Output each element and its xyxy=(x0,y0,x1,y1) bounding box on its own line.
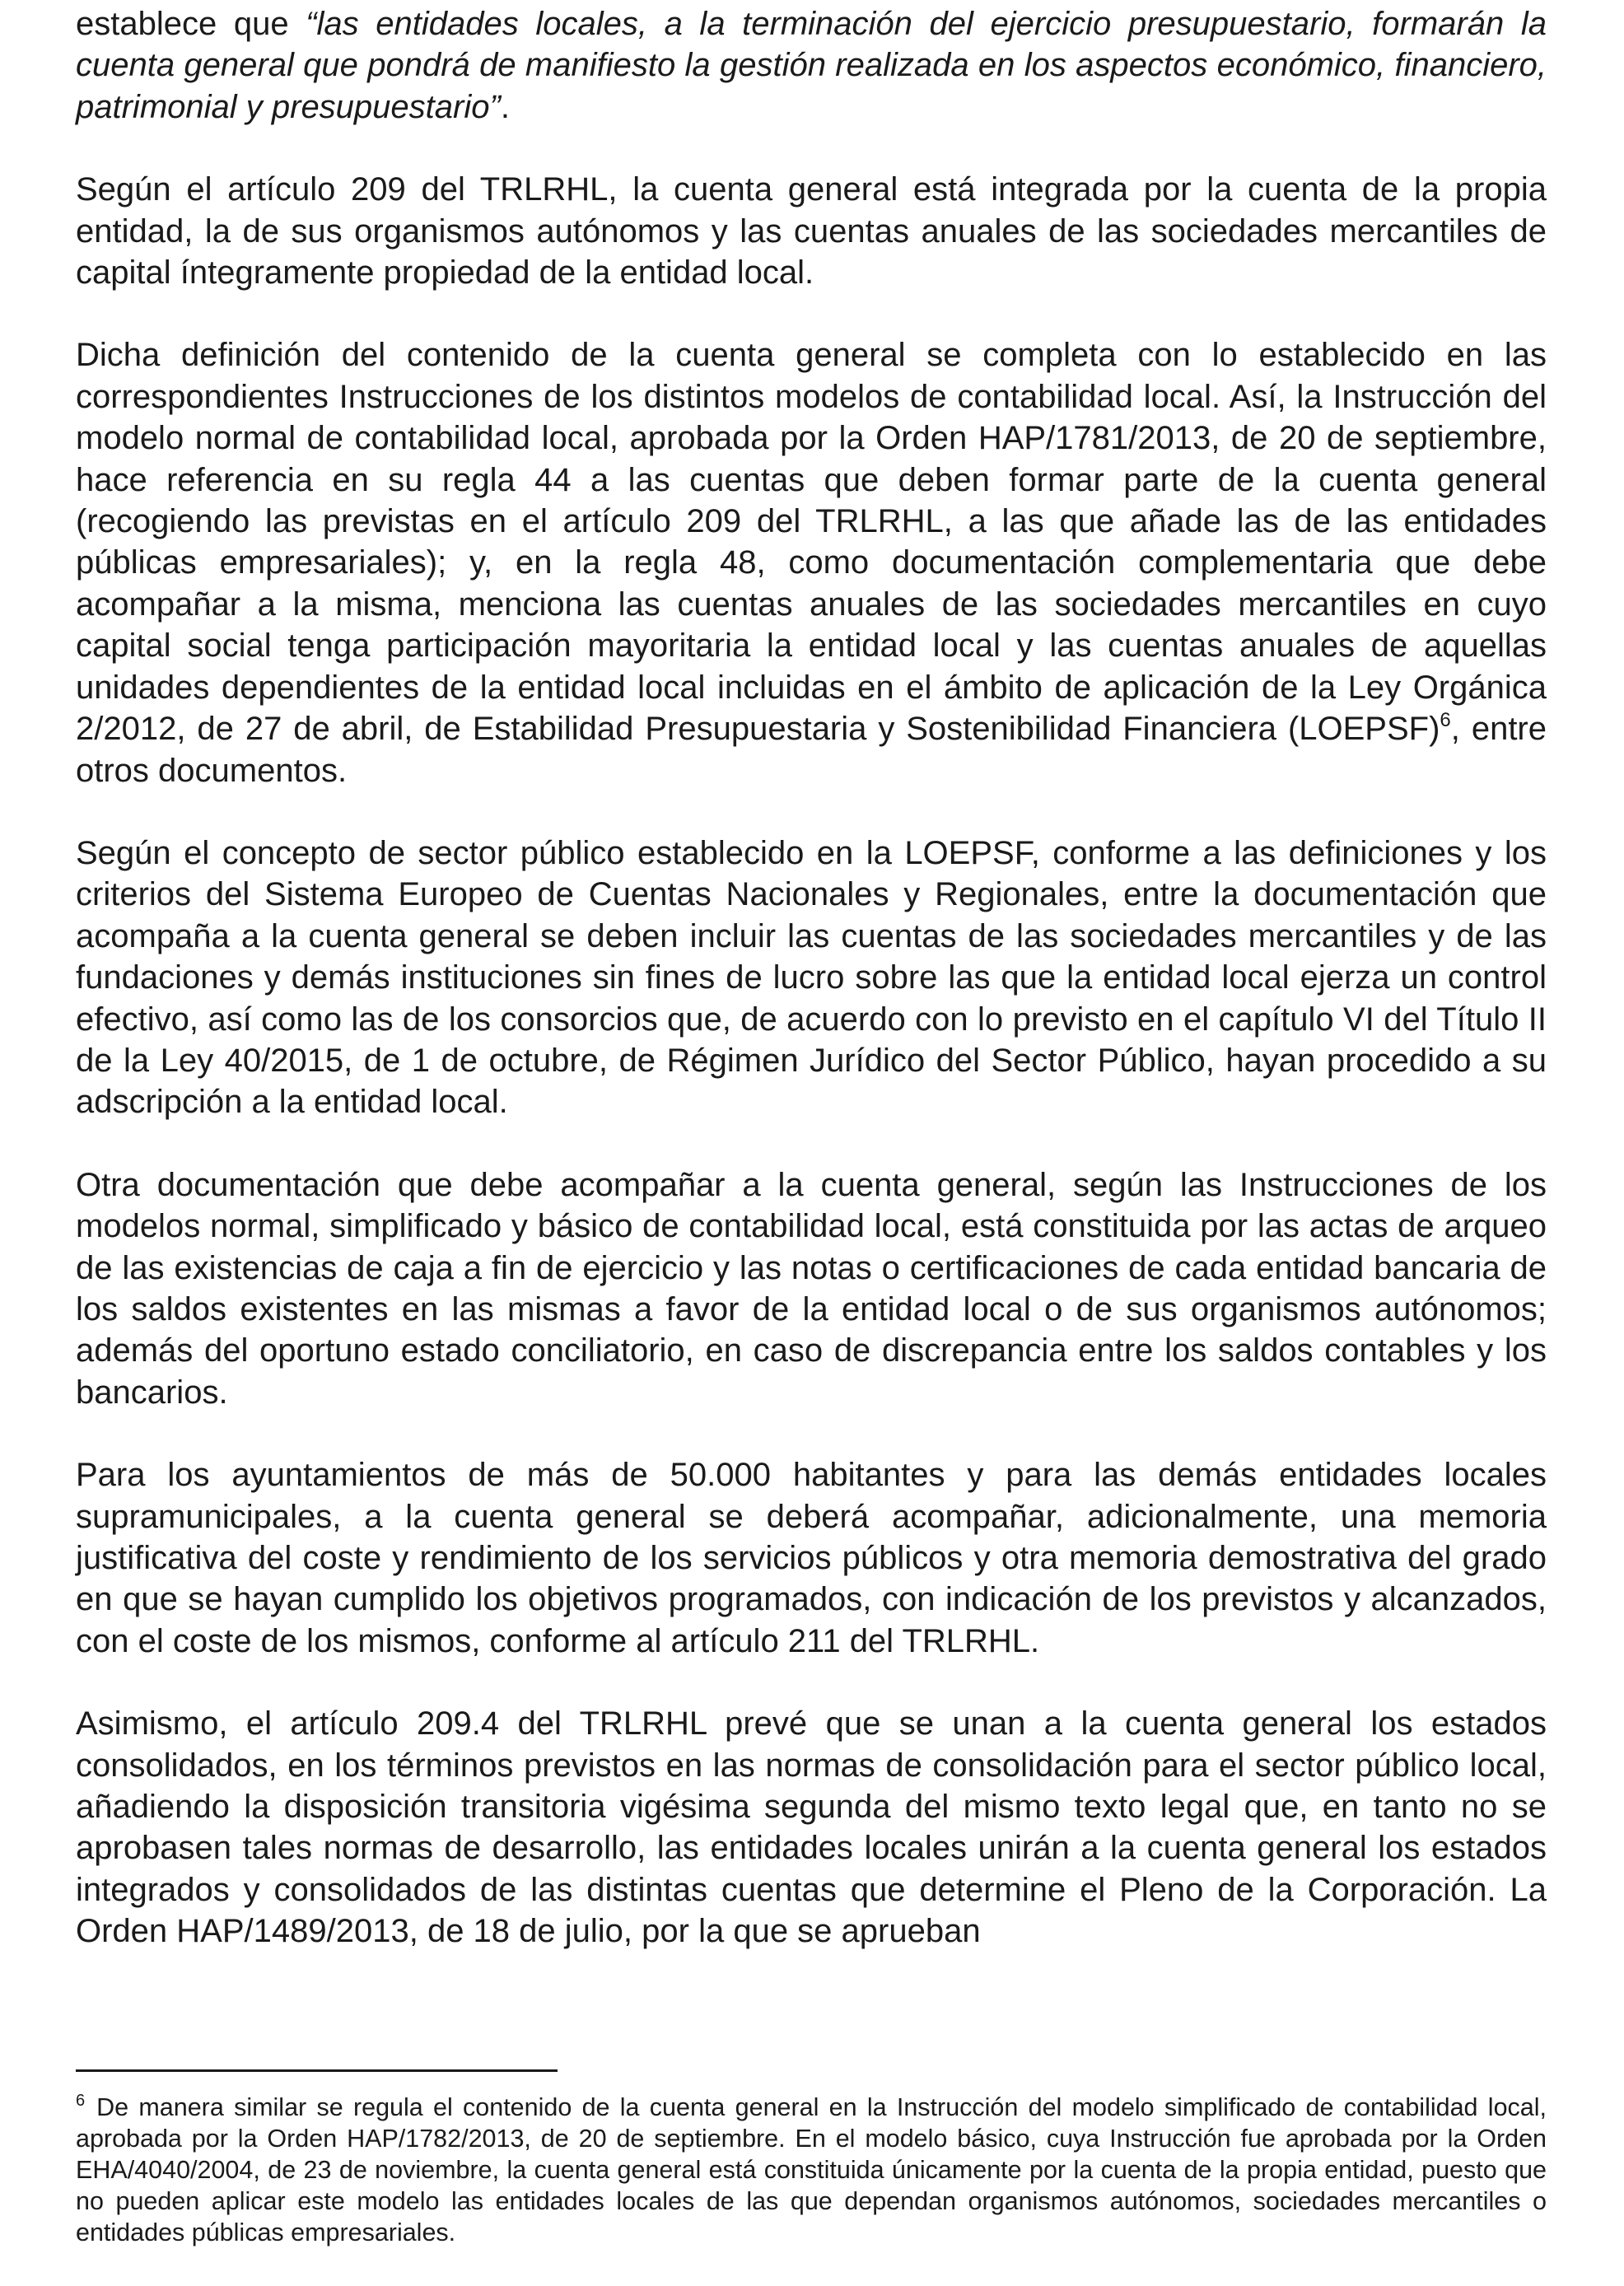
paragraph-2: Según el artículo 209 del TRLRHL, la cuenta general está integrada por la cuenta de la propia entidad, la de sus organismos autónomos y las cuentas anuales de las sociedades mercantiles de capital íntegramente propiedad de la entidad local. xyxy=(76,171,1547,292)
paragraph-3-tail: , entre otros documentos. xyxy=(76,711,1547,789)
paragraph-3-text: Dicha definición del contenido de la cuenta general se completa con lo establecido en las correspondientes Instrucciones de los distintos modelos de contabilidad local. Así, la Instrucción del modelo normal de contabilidad local, aprobada por la Orden HAP/1781/2013, de 20 de septiembre, hace referencia en su regla 44 a las cuentas que deben formar parte de la cuenta general (recogiendo las previstas en el artículo 209 del TRLRHL, a las que añade las de las entidades públicas empresariales); y, en la regla 48, como documentación complementaria que debe acompañar a la misma, menciona las cuentas anuales de las sociedades mercantiles en cuyo capital social tenga participación mayoritaria la entidad local y las cuentas anuales de aquellas unidades dependientes de la entidad local incluidas en el ámbito de aplicación de la Ley Orgánica 2/2012, de 27 de abril, de Estabilidad Presupuestaria y Sostenibilidad Financiera (LOEPSF) xyxy=(76,337,1547,748)
paragraph-6: Para los ayuntamientos de más de 50.000 habitantes y para las demás entidades locales supramunicipales, a la cuenta general se deberá acompañar, adicionalmente, una memoria justificativa del coste y rendimiento de los servicios públicos y otra memoria demostrativa del grado en que se hayan cumplido los objetivos programados, con indicación de los previstos y alcanzados, con el coste de los mismos, conforme al artículo 211 del TRLRHL. xyxy=(76,1457,1547,1659)
paragraph-1-tail: . xyxy=(500,88,510,125)
footnote-text: De manera similar se regula el contenido de la cuenta general en la Instrucción del modelo simplificado de contabilidad local, aprobada por la Orden HAP/1782/2013, de 20 de septiembre. En el modelo básico, cuya Instrucción fue aprobada por la Orden EHA/4040/2004, de 23 de noviembre, la cuenta general está constituida únicamente por la cuenta de la propia entidad, puesto que no pueden aplicar este modelo las entidades locales de las que dependan organismos autónomos, sociedades mercantiles o entidades públicas empresariales. xyxy=(76,2093,1547,2246)
footnote-divider xyxy=(76,2069,558,2072)
paragraph-7: Asimismo, el artículo 209.4 del TRLRHL prevé que se unan a la cuenta general los estados consolidados, en los términos previstos en las normas de consolidación para el sector público local, añadiendo la disposición transitoria vigésima segunda del mismo texto legal que, en tanto no se aprobasen tales normas de desarrollo, las entidades locales unirán a la cuenta general los estados integrados y consolidados de las distintas cuentas que determine el Pleno de la Corporación. La Orden HAP/1489/2013, de 18 de julio, por la que se aprueban xyxy=(76,1705,1547,1950)
paragraph-3 xyxy=(76,334,1547,791)
paragraph-4: Según el concepto de sector público establecido en la LOEPSF, conforme a las definiciones y los criterios del Sistema Europeo de Cuentas Nacionales y Regionales, entre la documentación que acompaña a la cuenta general se deben incluir las cuentas de las sociedades mercantiles y de las fundaciones y demás instituciones sin fines de lucro sobre las que la entidad local ejerza un control efectivo, así como las de los consorcios que, de acuerdo con lo previsto en el capítulo VI del Título II de la Ley 40/2015, de 1 de octubre, de Régimen Jurídico del Sector Público, hayan procedido a su adscripción a la entidad local. xyxy=(76,834,1547,1121)
paragraph-1-lead: establece que xyxy=(76,6,306,42)
document-body xyxy=(76,3,1547,1994)
paragraph-1-quote: “las entidades locales, a la terminación del ejercicio presupuestario, formarán la cuenta general que pondrá de manifiesto la gestión realizada en los aspectos económico, financiero, patrimonial y presupuestario” xyxy=(76,6,1547,125)
paragraph-5: Otra documentación que debe acompañar a la cuenta general, según las Instrucciones de los modelos normal, simplificado y básico de contabilidad local, está constituida por las actas de arqueo de las existencias de caja a fin de ejercicio y las notas o certificaciones de cada entidad bancaria de los saldos existentes en las mismas a favor de la entidad local o de sus organismos autónomos; además del oportuno estado conciliatorio, en caso de discrepancia entre los saldos contables y los bancarios. xyxy=(76,1166,1547,1411)
footnote-reference[interactable]: 6 xyxy=(1440,709,1451,732)
footnote xyxy=(76,2092,1547,2248)
paragraph-1 xyxy=(76,3,1547,128)
footnote-number: 6 xyxy=(76,2092,86,2110)
